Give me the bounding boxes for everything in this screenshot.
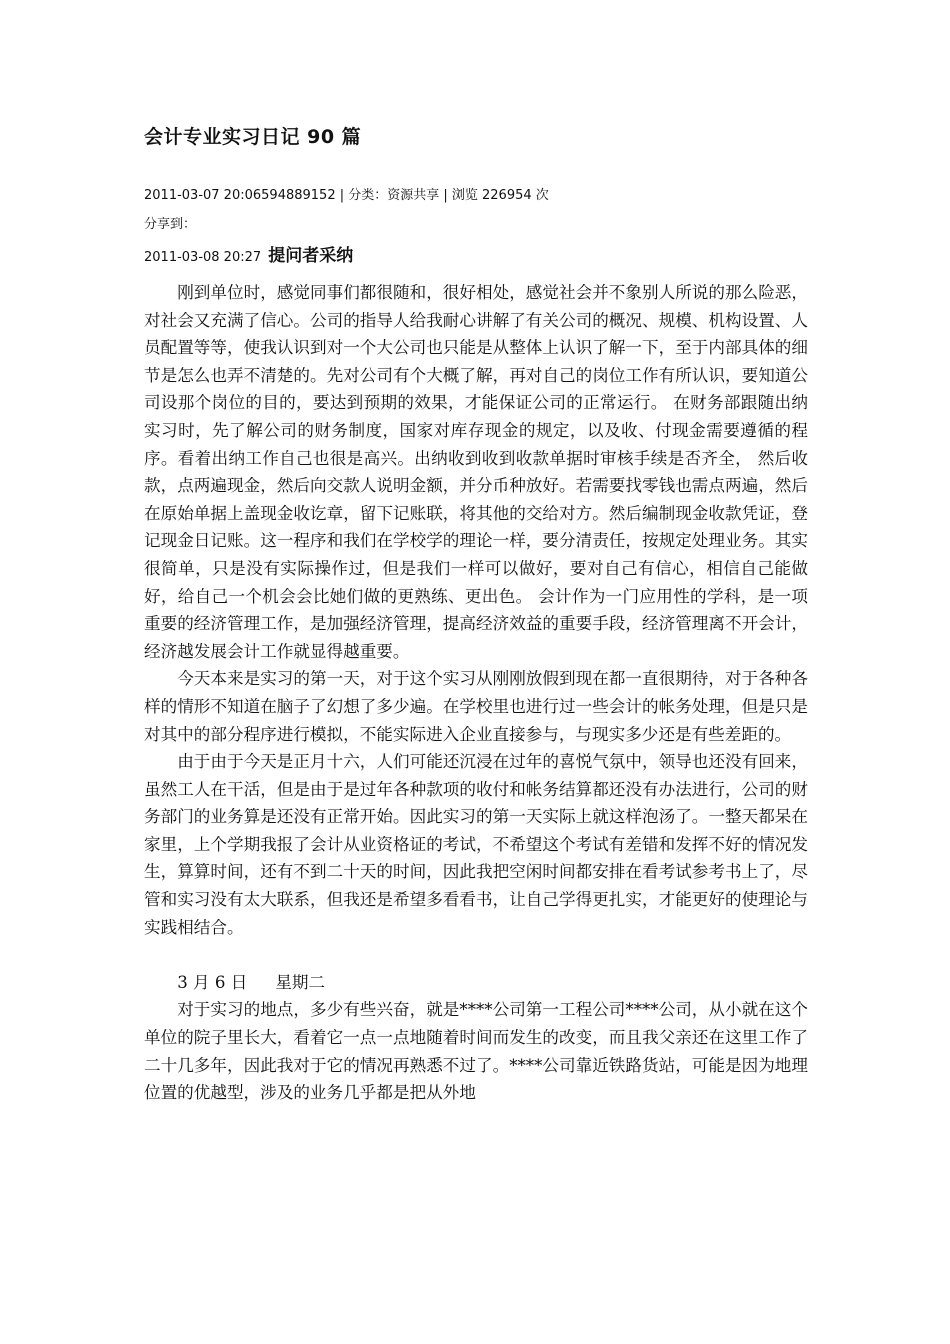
paragraph-4: 对于实习的地点，多少有些兴奋，就是****公司第一工程公司****公司，从小就在这个单位的院子里长大，看着它一点一点地随着时间而发生的改变，而且我父亲还在这里工作了二十几多年，因此我对于它的情况再熟悉不过了。****公司靠近铁路货站，可能是因为地理位置的优越型，涉及的业务几乎都是把从外地 [144, 1000, 808, 1103]
paragraph-1: 刚到单位时，感觉同事们都很随和，很好相处，感觉社会并不象别人所说的那么险恶，对社会又充满了信心。公司的指导人给我耐心讲解了有关公司的概况、规模、机构设置、人员配置等等，使我认识到对一个大公司也只能是从整体上认识了解一下，至于内部具体的细节是怎么也弄不清楚的。先对公司有个大概了解，再对自己的岗位工作有所认识，要知道公司设那个岗位的目的，要达到预期的效果，才能保证公司的正常运行。 在财务部跟随出纳实习时，先了解公司的财务制度，国家对库存现金的规定，以及收、付现金需要遵循的程序。看着出纳工作自己也很是高兴。出纳收到收到收款单据时审核手续是否齐全， 然后收款，点两遍现金，然后向交款人说明金额，并分币种放好。若需要找零钱也需点两遍，然后在原始单据上盖现金收讫章，留下记账联，将其他的交给对方。然后编制现金收款凭证，登记现金日记账。这一程序和我们在学校学的理论一样，要分清责任，按规定处理业务。其实很简单，只是没有实际操作过，但是我们一样可以做好，要对自己有信心，相信自己能做好，给自己一个机会会比她们做的更熟练、更出色。 会计作为一门应用性的学科，是一项重要的经济管理工作，是加强经济管理，提高经济效益的重要手段，经济管理离不开会计，经济越发展会计工作就显得越重要。 [144, 283, 808, 661]
answer-body [144, 279, 808, 1107]
paragraph-2: 今天本来是实习的第一天，对于这个实习从刚刚放假到现在都一直很期待，对于各种各样的情形不知道在脑子了幻想了多少遍。在学校里也进行过一些会计的帐务处理，但是只是对其中的部分程序进行模拟，不能实际进入企业直接参与，与现实多少还是有些差距的。 [144, 669, 808, 744]
post-meta: 2011-03-07 20:06594889152 | 分类：资源共享 | 浏览 226954 次 [144, 188, 549, 203]
answer-header [144, 241, 353, 266]
paragraph-3: 由于由于今天是正月十六，人们可能还沉浸在过年的喜悦气氛中，领导也还没有回来，虽然工人在干活，但是由于是过年各种款项的收付和帐务结算都还没有办法进行，公司的财务部门的业务算是还没有正常开始。因此实习的第一天实际上就这样泡汤了。一整天都呆在家里，上个学期我报了会计从业资格证的考试，不希望这个考试有差错和发挥不好的情况发生，算算时间，还有不到二十天的时间，因此我把空闲时间都安排在看考试参考书上了，尽管和实习没有太大联系，但我还是希望多看看书，让自己学得更扎实，才能更好的使理论与实践相结合。 [144, 752, 808, 937]
page-title: 会计专业实习日记 90 篇 [144, 126, 362, 148]
diary-dateline [144, 969, 808, 997]
share-label: 分享到： [144, 217, 197, 232]
accepted-answer-label: 提问者采纳 [268, 246, 354, 266]
diary-date: 3 月 6 日 [177, 972, 248, 992]
diary-weekday: 星期二 [275, 972, 326, 992]
paragraph-spacer [144, 941, 808, 969]
answer-timestamp: 2011-03-08 20:27 [144, 250, 262, 265]
